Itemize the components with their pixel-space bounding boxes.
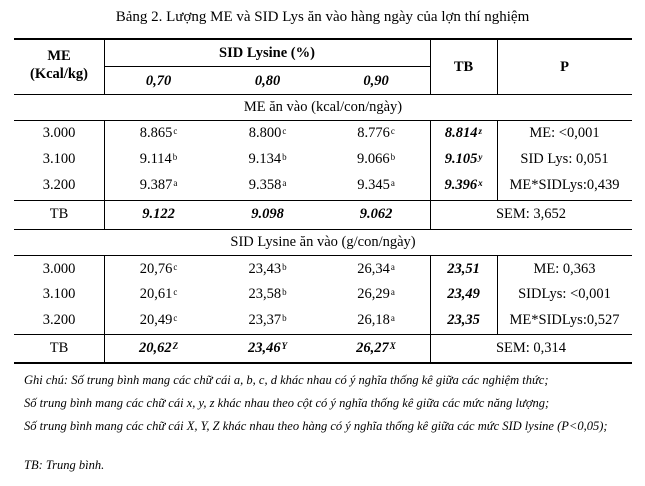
significance-letter: a xyxy=(282,178,287,188)
section1-total-cell xyxy=(322,204,430,224)
section1-row-p-value: ME*SIDLys:0,439 xyxy=(509,177,620,193)
section1-cell-value: 9.358 xyxy=(248,177,282,193)
section1-row-tb xyxy=(430,175,497,195)
section2-row-tb xyxy=(430,310,497,330)
section1-cell-value: 8.776 xyxy=(357,125,390,141)
significance-letter: b xyxy=(282,287,287,297)
section2-cell xyxy=(322,284,430,304)
section1-total-sem xyxy=(430,204,632,224)
rule-header-bottom xyxy=(14,94,632,95)
significance-letter: z xyxy=(478,126,483,136)
significance-letter: b xyxy=(282,152,287,162)
header-level-3: 0,90 xyxy=(363,73,389,89)
rule-bottom xyxy=(14,362,632,364)
significance-letter: Z xyxy=(172,341,179,351)
section1-row-tb xyxy=(430,123,497,143)
significance-letter: b xyxy=(282,313,287,323)
significance-letter: c xyxy=(173,262,178,272)
section1-row-me xyxy=(14,175,104,195)
significance-letter: a xyxy=(390,287,395,297)
section1-cell xyxy=(322,175,430,195)
section1-cell-value: 9.114 xyxy=(139,151,172,167)
header-p: P xyxy=(560,59,569,75)
significance-letter: c xyxy=(173,126,178,136)
section1-cell xyxy=(213,149,322,169)
section1-total-cell-value: 9.098 xyxy=(251,206,284,222)
rule-section1-title xyxy=(14,120,632,121)
section1-row-tb-value: 9.105 xyxy=(444,151,478,167)
significance-letter: c xyxy=(173,313,178,323)
section2-cell xyxy=(213,310,322,330)
section2-cell-value: 20,49 xyxy=(139,312,173,328)
section1-row-p xyxy=(497,123,632,143)
section1-row-me-value: 3.000 xyxy=(42,125,76,141)
significance-letter: c xyxy=(173,287,178,297)
section2-cell xyxy=(213,284,322,304)
section2-total-cell xyxy=(213,338,322,358)
header-level-2: 0,80 xyxy=(254,73,281,89)
significance-letter: a xyxy=(390,313,395,323)
significance-letter: x xyxy=(478,178,483,188)
section1-row-me xyxy=(14,149,104,169)
note-1: Ghi chú: Số trung bình mang các chữ cái a, b, c, d khác nhau có ý nghĩa thống kê giữa các nghiệm thức; xyxy=(24,373,549,387)
significance-letter: c xyxy=(390,126,395,136)
section1-row-p xyxy=(497,149,632,169)
section2-total-cell-value: 23,46 xyxy=(247,340,281,356)
section1-row-tb-value: 9.396 xyxy=(444,177,478,193)
section1-total-cell xyxy=(213,204,322,224)
significance-letter: X xyxy=(389,341,396,351)
section2-row-p xyxy=(497,259,632,279)
section2-total-label xyxy=(14,338,104,358)
section2-row-me-value: 3.000 xyxy=(42,261,76,277)
section2-cell-value: 23,37 xyxy=(248,312,282,328)
section2-cell-value: 26,18 xyxy=(357,312,390,328)
section1-cell-value: 9.134 xyxy=(248,151,282,167)
significance-letter: b xyxy=(390,152,396,162)
section2-row-tb xyxy=(430,259,497,279)
rule-sid-under xyxy=(104,66,430,67)
section1-row-me-value: 3.100 xyxy=(42,151,76,167)
section2-row-tb-value: 23,51 xyxy=(447,261,480,277)
section2-cell xyxy=(213,259,322,279)
section2-total-sem-value: SEM: 0,314 xyxy=(495,340,567,356)
note-3: Số trung bình mang các chữ cái X, Y, Z khác nhau theo hàng có ý nghĩa thống kê giữa các mức SID lysine (P<0,05); xyxy=(24,419,608,433)
section1-total-cell xyxy=(104,204,213,224)
section1-cell xyxy=(213,175,322,195)
section1-cell xyxy=(213,123,322,143)
section1-cell-value: 8.800 xyxy=(248,125,282,141)
section2-row-tb-value: 23,35 xyxy=(447,312,480,328)
section1-row-p-value: SID Lys: 0,051 xyxy=(520,151,609,167)
section2-row-me xyxy=(14,310,104,330)
section2-total-cell xyxy=(104,338,213,358)
section2-row-p xyxy=(497,284,632,304)
section1-cell xyxy=(104,149,213,169)
section2-row-tb-value: 23,49 xyxy=(447,286,480,302)
significance-letter: a xyxy=(173,178,178,188)
section2-cell xyxy=(322,259,430,279)
header-me-unit: (Kcal/kg) xyxy=(30,66,88,82)
significance-letter: Y xyxy=(281,341,288,351)
rule-section2-title xyxy=(14,255,632,256)
header-sid-lysine: SID Lysine (%) xyxy=(219,45,315,61)
section2-cell xyxy=(104,259,213,279)
section2-cell xyxy=(104,284,213,304)
section2-row-me xyxy=(14,259,104,279)
section1-total-cell-value: 9.122 xyxy=(142,206,175,222)
section1-total-sem-value: SEM: 3,652 xyxy=(495,206,567,222)
significance-letter: a xyxy=(390,178,395,188)
section2-cell-value: 20,61 xyxy=(139,286,173,302)
section2-row-p xyxy=(497,310,632,330)
section2-total-sem xyxy=(430,338,632,358)
significance-letter: b xyxy=(172,152,178,162)
section2-row-me-value: 3.100 xyxy=(42,286,76,302)
section2-row-me-value: 3.200 xyxy=(42,312,76,328)
header-level-1: 0,70 xyxy=(145,73,172,89)
section2-row-tb xyxy=(430,284,497,304)
significance-letter: b xyxy=(282,262,287,272)
section1-row-p-value: ME: <0,001 xyxy=(529,125,600,141)
section2-total-cell xyxy=(322,338,430,358)
section2-total-cell-value: 26,27 xyxy=(356,340,389,356)
section2-cell-value: 23,43 xyxy=(248,261,282,277)
header-tb: TB xyxy=(453,59,474,75)
section2-cell-value: 20,76 xyxy=(139,261,173,277)
section2-row-p-value: SIDLys: <0,001 xyxy=(518,286,611,302)
note-4: TB: Trung bình. xyxy=(24,458,105,472)
significance-letter: c xyxy=(282,126,287,136)
header-me: ME xyxy=(47,48,71,64)
section2-cell-value: 26,29 xyxy=(357,286,390,302)
section2-title: SID Lysine ăn vào (g/con/ngày) xyxy=(230,234,416,250)
section2-row-me xyxy=(14,284,104,304)
section1-cell-value: 9.066 xyxy=(356,151,390,167)
section1-title: ME ăn vào (kcal/con/ngày) xyxy=(243,99,403,115)
section1-cell xyxy=(322,123,430,143)
section1-cell xyxy=(104,123,213,143)
section2-total-label-value: TB xyxy=(49,340,69,356)
section1-row-tb xyxy=(430,149,497,169)
rule-section2-total xyxy=(14,334,632,335)
rule-section2-start xyxy=(14,229,632,230)
section1-row-tb-value: 8.814 xyxy=(444,125,478,141)
section1-cell-value: 8.865 xyxy=(139,125,173,141)
section1-row-me-value: 3.200 xyxy=(42,177,76,193)
section1-cell xyxy=(322,149,430,169)
rule-top xyxy=(14,38,632,40)
section1-row-me xyxy=(14,123,104,143)
rule-section1-total xyxy=(14,200,632,201)
section2-cell xyxy=(322,310,430,330)
section1-cell xyxy=(104,175,213,195)
section1-total-label xyxy=(14,204,104,224)
section1-cell-value: 9.345 xyxy=(357,177,390,193)
section2-cell-value: 23,58 xyxy=(248,286,282,302)
section2-row-p-value: ME: 0,363 xyxy=(533,261,596,277)
section1-cell-value: 9.387 xyxy=(139,177,173,193)
significance-letter: a xyxy=(390,262,395,272)
note-2: Số trung bình mang các chữ cái x, y, z khác nhau theo cột có ý nghĩa thống kê giữa các mức năng lượng; xyxy=(24,396,550,410)
table-title: Bảng 2. Lượng ME và SID Lys ăn vào hàng ngày của lợn thí nghiệm xyxy=(115,9,530,25)
section1-row-p xyxy=(497,175,632,195)
section2-cell xyxy=(104,310,213,330)
section1-total-cell-value: 9.062 xyxy=(359,206,393,222)
section2-cell-value: 26,34 xyxy=(357,261,390,277)
significance-letter: y xyxy=(478,152,483,162)
section1-total-label-value: TB xyxy=(49,206,69,222)
section2-total-cell-value: 20,62 xyxy=(138,340,172,356)
section2-row-p-value: ME*SIDLys:0,527 xyxy=(509,312,620,328)
